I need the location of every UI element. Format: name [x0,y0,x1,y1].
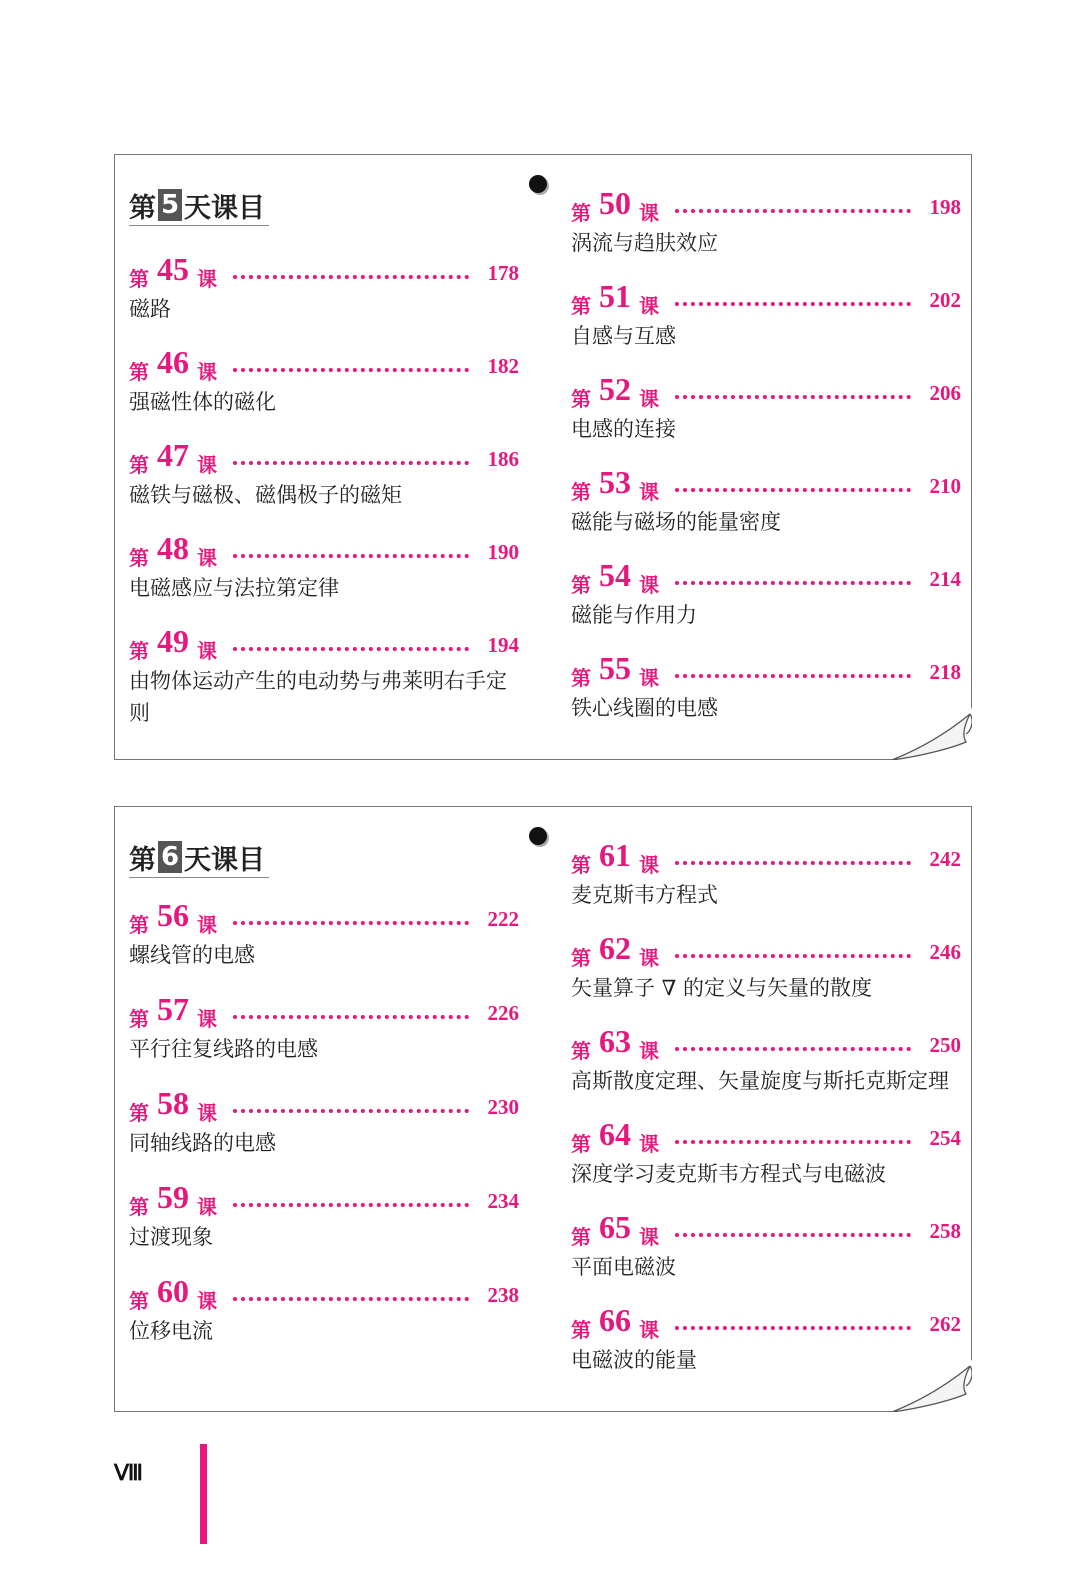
dot-leader [675,488,911,492]
lesson-entry[interactable] [571,1209,961,1283]
lesson-prefix: 第 [129,1289,149,1313]
lesson-prefix: 第 [571,853,591,877]
lesson-suffix: 课 [639,1318,659,1342]
page-number: 190 [487,540,519,564]
dot-leader [675,674,911,678]
day-6-panel [114,806,972,1412]
lesson-number: 49 [157,623,189,659]
lesson-title: 磁铁与磁极、磁偶极子的磁矩 [129,483,402,507]
dot-leader [675,395,911,399]
lesson-number: 66 [599,1302,631,1338]
page-number: 186 [487,447,519,471]
lesson-suffix: 课 [197,639,217,663]
dot-leader [233,368,469,372]
dot-leader [675,302,911,306]
lesson-number: 45 [157,251,189,287]
lesson-entry[interactable] [129,897,519,971]
lesson-prefix: 第 [571,573,591,597]
lesson-number: 57 [157,991,189,1027]
lesson-prefix: 第 [129,546,149,570]
lesson-number: 64 [599,1116,631,1152]
binder-hole-icon [529,827,547,845]
lesson-entry[interactable] [129,991,519,1065]
page-curl-icon [892,1360,972,1412]
lesson-entry[interactable] [571,278,961,352]
lesson-prefix: 第 [129,360,149,384]
lesson-title: 平行往复线路的电感 [129,1037,318,1061]
lesson-title: 电磁波的能量 [571,1348,697,1372]
lesson-title: 深度学习麦克斯韦方程式与电磁波 [571,1162,886,1186]
lesson-suffix: 课 [197,1195,217,1219]
page-number: 258 [929,1219,961,1243]
day-5-panel [114,154,972,760]
lesson-entry[interactable] [571,185,961,259]
lesson-suffix: 课 [197,913,217,937]
page-number: 226 [487,1001,519,1025]
lesson-suffix: 课 [639,201,659,225]
lesson-prefix: 第 [571,1039,591,1063]
lesson-prefix: 第 [571,201,591,225]
page-number: 246 [929,940,961,964]
lesson-prefix: 第 [571,387,591,411]
lesson-entry[interactable] [571,1023,961,1097]
day-number-badge: 6 [158,841,182,873]
dot-leader [233,1203,469,1207]
page-number: 242 [929,847,961,871]
lesson-title: 电磁感应与法拉第定律 [129,576,339,600]
lesson-entry[interactable] [571,930,961,1004]
lesson-suffix: 课 [639,946,659,970]
page-number: 230 [487,1095,519,1119]
lesson-suffix: 课 [639,853,659,877]
lesson-title: 电感的连接 [571,417,676,441]
lesson-entry[interactable] [571,837,961,911]
dot-leader [233,461,469,465]
dot-leader [675,1233,911,1237]
lesson-number: 46 [157,344,189,380]
page-number: 250 [929,1033,961,1057]
lesson-title: 磁路 [129,297,171,321]
lesson-suffix: 课 [639,480,659,504]
lesson-number: 61 [599,837,631,873]
lesson-prefix: 第 [571,946,591,970]
lesson-entry[interactable] [129,437,519,511]
lesson-suffix: 课 [639,1039,659,1063]
lesson-number: 51 [599,278,631,314]
lesson-prefix: 第 [129,639,149,663]
page-curl-icon [892,708,972,760]
page-number: 222 [487,907,519,931]
lesson-suffix: 课 [197,546,217,570]
lesson-title: 涡流与趋肤效应 [571,231,718,255]
dot-leader [675,861,911,865]
lesson-number: 60 [157,1273,189,1309]
dot-leader [233,1297,469,1301]
lesson-number: 50 [599,185,631,221]
lesson-entry[interactable] [129,530,519,604]
lesson-prefix: 第 [129,913,149,937]
page-number: 178 [487,261,519,285]
page-number: 182 [487,354,519,378]
lesson-prefix: 第 [571,1225,591,1249]
lesson-prefix: 第 [129,1195,149,1219]
lesson-title: 过渡现象 [129,1225,213,1249]
page-number: 214 [929,567,961,591]
lesson-number: 52 [599,371,631,407]
lesson-title: 强磁性体的磁化 [129,390,276,414]
page-number: 238 [487,1283,519,1307]
lesson-prefix: 第 [571,1318,591,1342]
lesson-suffix: 课 [639,1225,659,1249]
lesson-suffix: 课 [197,1101,217,1125]
lesson-entry[interactable] [571,464,961,538]
dot-leader [675,581,911,585]
lesson-title: 矢量算子 ∇ 的定义与矢量的散度 [571,976,873,1000]
lesson-suffix: 课 [197,1289,217,1313]
lesson-entry[interactable] [129,623,519,729]
lesson-number: 62 [599,930,631,966]
dot-leader [233,921,469,925]
page-number: 198 [929,195,961,219]
page-number: 206 [929,381,961,405]
lesson-number: 54 [599,557,631,593]
dot-leader [675,954,911,958]
lesson-entry[interactable] [129,344,519,418]
lesson-suffix: 课 [197,360,217,384]
dot-leader [675,1047,911,1051]
lesson-title: 麦克斯韦方程式 [571,883,718,907]
day-number-badge: 5 [158,189,182,221]
lesson-title: 自感与互感 [571,324,676,348]
binder-hole-icon [529,175,547,193]
lesson-number: 55 [599,650,631,686]
page-number: 202 [929,288,961,312]
dot-leader [233,1015,469,1019]
lesson-number: 58 [157,1085,189,1121]
lesson-prefix: 第 [571,666,591,690]
lesson-title: 磁能与作用力 [571,603,697,627]
dot-leader [675,209,911,213]
lesson-entry[interactable] [129,1085,519,1159]
lesson-prefix: 第 [129,1007,149,1031]
accent-bar [200,1444,207,1544]
lesson-prefix: 第 [129,1101,149,1125]
page-folio: Ⅷ [114,1460,141,1485]
lesson-number: 56 [157,897,189,933]
lesson-prefix: 第 [129,267,149,291]
dot-leader [675,1140,911,1144]
lesson-prefix: 第 [571,294,591,318]
lesson-entry[interactable] [571,1116,961,1190]
lesson-entry[interactable] [129,251,519,325]
lesson-number: 59 [157,1179,189,1215]
day-title [129,837,269,878]
dot-leader [233,647,469,651]
lesson-number: 65 [599,1209,631,1245]
lesson-title: 位移电流 [129,1319,213,1343]
lesson-title: 铁心线圈的电感 [571,696,718,720]
dot-leader [233,554,469,558]
dot-leader [675,1326,911,1330]
lesson-suffix: 课 [639,294,659,318]
lesson-entry[interactable] [129,1179,519,1253]
lesson-suffix: 课 [197,453,217,477]
day-title [129,185,269,226]
lesson-prefix: 第 [571,1132,591,1156]
dot-leader [233,275,469,279]
lesson-title: 平面电磁波 [571,1255,676,1279]
lesson-number: 48 [157,530,189,566]
lesson-suffix: 课 [197,1007,217,1031]
lesson-prefix: 第 [571,480,591,504]
lesson-entry[interactable] [129,1273,519,1347]
page-number: 218 [929,660,961,684]
lesson-suffix: 课 [639,1132,659,1156]
page-number: 234 [487,1189,519,1213]
page-number: 210 [929,474,961,498]
page-number: 194 [487,633,519,657]
lesson-title: 同轴线路的电感 [129,1131,276,1155]
lesson-suffix: 课 [197,267,217,291]
lesson-number: 47 [157,437,189,473]
page-number: 254 [929,1126,961,1150]
lesson-suffix: 课 [639,573,659,597]
lesson-number: 53 [599,464,631,500]
lesson-suffix: 课 [639,666,659,690]
lesson-prefix: 第 [129,453,149,477]
day-title-prefix: 第 [129,192,156,224]
lesson-title: 螺线管的电感 [129,943,255,967]
lesson-number: 63 [599,1023,631,1059]
day-title-suffix: 天课目 [184,844,265,876]
lesson-title: 磁能与磁场的能量密度 [571,510,781,534]
lesson-suffix: 课 [639,387,659,411]
day-title-prefix: 第 [129,844,156,876]
dot-leader [233,1109,469,1113]
lesson-title: 高斯散度定理、矢量旋度与斯托克斯定理 [571,1069,949,1093]
lesson-entry[interactable] [571,557,961,631]
day-title-suffix: 天课目 [184,192,265,224]
lesson-title: 由物体运动产生的电动势与弗莱明右手定则 [129,669,507,725]
page-number: 262 [929,1312,961,1336]
lesson-entry[interactable] [571,371,961,445]
